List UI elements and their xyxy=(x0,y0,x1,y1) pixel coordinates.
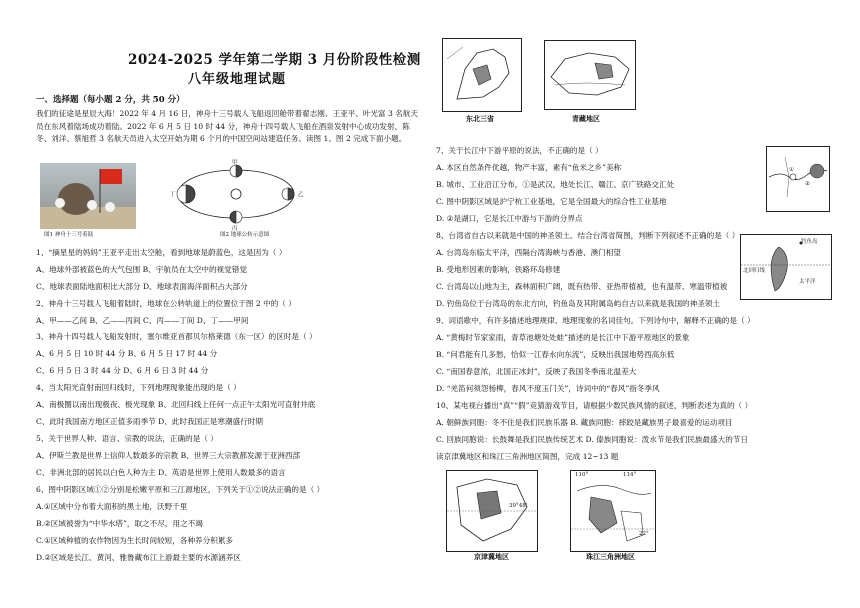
yangtze-label-1: ① xyxy=(789,167,794,173)
tibet-map xyxy=(544,40,636,110)
q7-opt-c: C. 图中阴影区域是沪宁杭工业基地，它是全国最大的综合性工业基地 xyxy=(436,197,667,206)
q10-stem: 10、某电视台播出“真”“假”竞猜游戏节目，请根据少数民族风情的叙述，判断表述为真的（ ） xyxy=(436,401,753,410)
cancer-label: 北回归线 xyxy=(743,268,766,274)
q3-opt-cd: C、6 月 5 日 3 时 44 分 D、6 月 6 日 3 时 44 分 xyxy=(36,366,209,375)
prd-coord-b: 110° xyxy=(575,472,589,478)
diaoyu-label: 钓鱼岛 xyxy=(801,239,818,245)
q8-opt-a: A. 台湾岛东临太平洋，西隔台湾海峡与香港、澳门相望 xyxy=(436,248,621,257)
northeast-map xyxy=(442,38,522,112)
orbit-diagram xyxy=(148,160,308,234)
prd-caption: 珠江三角洲地区 xyxy=(586,552,635,561)
q6-stem: 6、图中阴影区域①②分别是松嫩平原和三江源地区，下列关于①②说法正确的是（ ） xyxy=(36,485,325,494)
orbit-label-3: 丙 xyxy=(232,226,238,232)
taiwan-map xyxy=(740,234,832,300)
jjj-coord: 39°48' xyxy=(509,503,528,509)
q8-opt-d: D. 钓鱼岛位于台湾岛的东北方向，钓鱼岛及其附属岛屿自古以来就是我国的神圣领土 xyxy=(436,299,721,308)
q4-stem: 4、当太阳光直射南回归线时，下列地理现象能出现的是（ ） xyxy=(36,383,241,392)
q5-stem: 5、关于世界人种、语言、宗教的说法，正确的是（ ） xyxy=(36,434,218,443)
landing-photo xyxy=(40,163,136,229)
jingjinji-caption: 京津冀地区 xyxy=(474,552,509,561)
q2-stem: 2、神舟十三号载人飞船着陆时，地球在公转轨道上的位置位于图 2 中的（ ） xyxy=(36,299,296,308)
q5-opt-cd: C、非洲北部的居民以白色人种为主 D、英语是世界上使用人数最多的语言 xyxy=(36,468,286,477)
q1-opt-ab: A、地球外部被蓝色的大气包围 B、宇航员在太空中的视觉错觉 xyxy=(36,265,247,274)
section-heading: 一、选择题（每小题 2 分，共 50 分） xyxy=(36,95,185,105)
q9-opt-d: D. “羌笛何须怨杨柳，春风不度玉门关”，诗词中的“春风”指冬季风 xyxy=(436,384,660,393)
q8-opt-b: B. 受地形因素的影响，铁路环岛修建 xyxy=(436,265,561,274)
q2-opts: A、甲——乙间 B、乙——丙间 C、丙——丁间 D、丁——甲间 xyxy=(36,316,249,325)
q9-opt-c: C. “南国春意浓，北国正冰封”，反映了我国冬季南北温差大 xyxy=(436,367,637,376)
q9-opt-a: A. “黄梅时节家家雨，青草池塘处处蛙”描述的是长江中下游平原地区的景象 xyxy=(436,333,690,342)
q9-stem: 9、词语歌中，有许多描述地理规律、地理现象的名词佳句。下列诗句中，解释不正确的是（ ） xyxy=(436,316,755,325)
q3-stem: 3、神舟十四号载人飞船发射时，塞尔维亚首都贝尔格莱德（东一区）的区时是（ ） xyxy=(36,332,317,341)
q6-opt-c: C.①区域种植的农作物因为生长时间较短，各种养分积累多 xyxy=(36,536,234,545)
exam-title: 2024-2025 学年第二学期 3 月份阶段性检测 xyxy=(128,52,421,68)
q1-stem: 1、“摘星星的妈妈”王亚平走出太空舱，看到地球是蔚蓝色，这是因为（ ） xyxy=(36,248,287,257)
q10-opt-cd: C. 回族同胞说：长鼓舞是我们民族传统艺术 D. 傣族同胞说：泼水节是我们民族最盛大的节日 xyxy=(436,435,748,444)
q4-opt-ab: A、南极圈以南出现极夜、极光现象 B、北回归线上任何一点正午太阳光可直射井底 xyxy=(36,400,316,409)
q10-opt-ab: A. 朝鲜族同胞：冬不住是我们民族乐器 B. 藏族同胞：摔跤是藏族男子最喜爱的运动项目 xyxy=(436,418,733,427)
fig1-caption: 图1 神舟十三号着陆 xyxy=(44,232,94,238)
q1-opt-cd: C、地球表面陆地面积比大部分 D、地球表面海洋面积占大部分 xyxy=(36,282,248,291)
yangtze-map xyxy=(766,146,830,212)
pacific-label: 太平洋 xyxy=(799,279,816,285)
yangtze-label-2: ② xyxy=(805,181,810,187)
jingjinji-map xyxy=(446,470,538,552)
exam-subtitle: 八年级地理试题 xyxy=(188,72,287,87)
intro-passage: 我们的征途是星辰大海！2022 年 4 月 16 日，神舟十三号载人飞船返回舱带着翟志刚、王亚平、叶光富 3 名航天员在东风着陆场成功着陆。2022 年 6 月 5 日 10 时 44 分，神舟十四号载人飞船在酒泉发射中心成功发射，陈冬、刘洋、蔡旭哲 3 名航天员进入太空开始为期 6 个月的中国空间站建造任务。读图 1、图 2 完成下面小题。 xyxy=(36,109,419,143)
q7-opt-d: D. ②是湖口，它是长江中游与下游的分界点 xyxy=(436,214,583,223)
prd-coord-c: 114° xyxy=(623,472,637,478)
q4-opt-cd: C、此时我国南方地区正值多雨季节 D、此时我国正是寒潮盛行时期 xyxy=(36,417,263,426)
q6-opt-a: A.①区域中分布着大面积的黑土地，沃野千里 xyxy=(36,502,188,511)
q6-opt-d: D.②区域是长江、黄河、雅鲁藏布江上游最主要的水源涵养区 xyxy=(36,553,241,562)
read-map-instruction: 读京津冀地区和珠江三角洲地区简图，完成 12~13 题 xyxy=(436,452,619,461)
northeast-caption: 东北三省 xyxy=(466,114,494,123)
q9-opt-b: B. “问君能有几多愁，恰似一江春水向东流”，反映出我国地势西高东低 xyxy=(436,350,675,359)
q7-opt-b: B. 城市、工业沿江分布，①是武汉，地处长江、赣江、京广铁路交汇处 xyxy=(436,180,675,189)
orbit-label-1: 甲 xyxy=(232,160,238,166)
q3-opt-ab: A、6 月 5 日 10 时 44 分 B、6 月 5 日 17 时 44 分 xyxy=(36,349,218,358)
orbit-label-4: 丁 xyxy=(170,192,176,198)
prd-map xyxy=(570,470,656,552)
q6-opt-b: B.②区域被誉为“中华水塔”，取之不尽，用之不竭 xyxy=(36,519,203,528)
orbit-label-2: 乙 xyxy=(298,192,304,198)
q7-opt-a: A. 本区自然条件优越，物产丰富，素有“鱼米之乡”美称 xyxy=(436,163,622,172)
q7-stem: 7、关于长江中下游平原的说法，不正确的是（ ） xyxy=(436,146,603,155)
prd-coord-d: 22° xyxy=(639,531,649,537)
tibet-caption: 青藏地区 xyxy=(572,114,600,123)
q5-opt-ab: A、伊斯兰教是世界上信仰人数最多的宗教 B、世界三大宗教都发源于亚洲西部 xyxy=(36,451,301,460)
q8-opt-c: C. 台湾岛以山地为主，森林面积广阔，既有热带、亚热带植被，也有温带、寒温带植被 xyxy=(436,282,728,291)
q8-stem: 8、台湾省自古以来就是中国的神圣领土。结合台湾省简图，判断下列叙述不正确的是（ ） xyxy=(436,231,740,240)
fig2-caption: 图2 地球公转示意图 xyxy=(220,232,270,238)
